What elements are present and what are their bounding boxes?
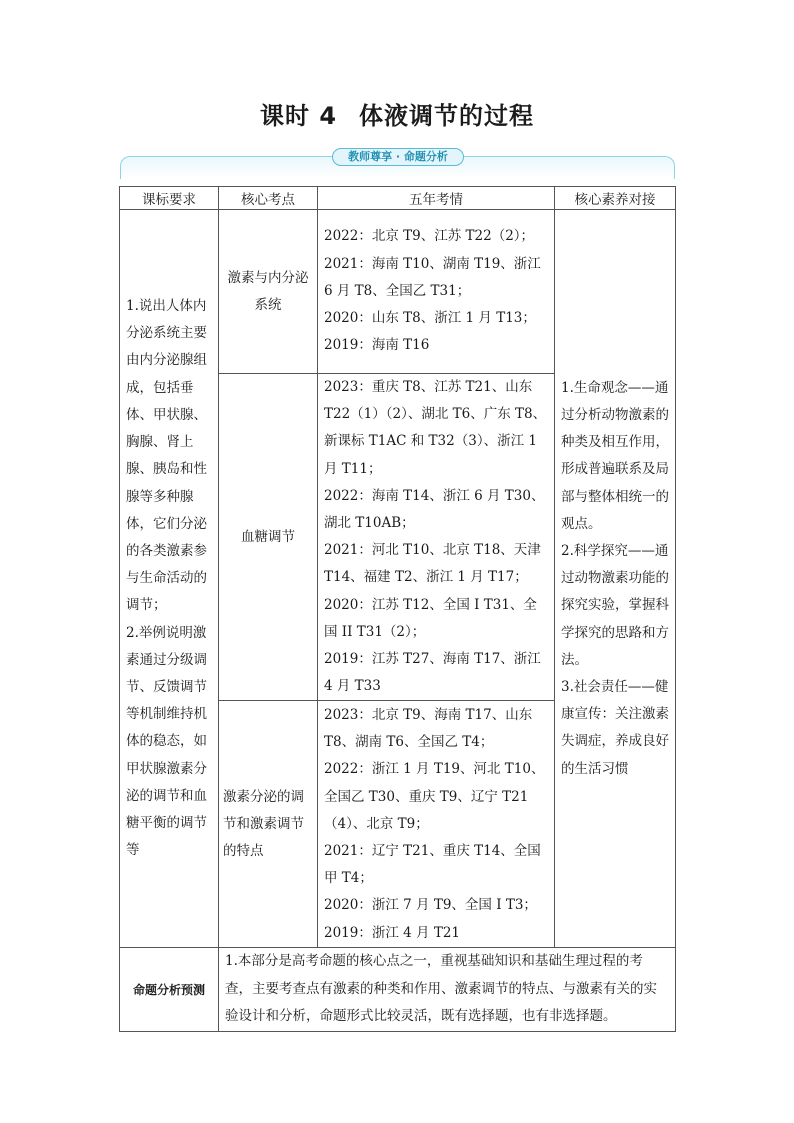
- exam-line: 2020：浙江 7 月 T9、全国 I T3；: [324, 897, 537, 914]
- exam-line: 2021：辽宁 T21、重庆 T14、全国甲 T4；: [324, 843, 541, 887]
- literacy-item: 1.生命观念——通过分析动物激素的种类及相互作用，形成普遍联系及局部与整体相统一的观点。: [561, 379, 669, 532]
- exam-cell: [318, 374, 555, 701]
- table-header-row: [120, 187, 676, 210]
- header-topics: 核心考点: [219, 187, 318, 210]
- literacy-cell: [555, 210, 676, 948]
- header-exams: 五年考情: [318, 187, 555, 210]
- exam-line: 2022：海南 T14、浙江 6 月 T30、湖北 T10AB；: [324, 487, 545, 532]
- lesson-topic: 体液调节的过程: [359, 102, 535, 130]
- requirement-item: 1.说出人体内分泌系统主要由内分泌腺组成，包括垂体、甲状腺、胸腺、肾上腺、胰岛和性腺等多种腺体，它们分泌的各类激素参与生命活动的调节；: [126, 298, 207, 614]
- requirement-item: 2.举例说明激素通过分级调节、反馈调节等机制维持机体的稳态，如甲状腺激素分泌的调节和血糖平衡的调节等: [126, 624, 207, 859]
- exam-line: 2023：北京 T9、海南 T17、山东 T8、湖南 T6、全国乙 T4；: [324, 707, 533, 751]
- prediction-label: 命题分析预测: [120, 948, 219, 1032]
- exam-cell: [318, 701, 555, 948]
- topic-cell: 激素与内分泌系统: [219, 210, 318, 374]
- table-row: [120, 210, 676, 374]
- literacy-item: 3.社会责任——健康宣传：关注激素失调症，养成良好的生活习惯: [561, 678, 669, 777]
- page-title: [0, 96, 794, 131]
- requirements-cell: [120, 210, 219, 948]
- exam-line: 2020：山东 T8、浙江 1 月 T13；: [324, 310, 536, 327]
- exam-line: 2022：浙江 1 月 T19、河北 T10、全国乙 T30、重庆 T9、辽宁 T21（4）、北京 T9；: [324, 761, 545, 832]
- exam-line: 2019：海南 T16: [324, 337, 430, 354]
- exam-line: 2023：重庆 T8、江苏 T21、山东 T22（1）（2）、湖北 T6、广东 T8、新课标 T1AC 和 T32（3）、浙江 1 月 T11；: [324, 379, 547, 477]
- exam-line: 2021：河北 T10、北京 T18、天津 T14、福建 T2、浙江 1 月 T17；: [324, 542, 541, 586]
- exam-line: 2020：江苏 T12、全国 I T31、全国 II T31（2）；: [324, 596, 537, 640]
- exam-line: 2022：北京 T9、江苏 T22（2）；: [324, 228, 535, 245]
- exam-line: 2019：浙江 4 月 T21: [324, 924, 461, 941]
- exam-line: 2021：海南 T10、湖南 T19、浙江 6 月 T8、全国乙 T31；: [324, 255, 541, 299]
- lesson-number: 课时 4: [259, 102, 338, 130]
- topic-cell: 激素分泌的调节和激素调节的特点: [219, 701, 318, 948]
- prediction-text: 1.本部分是高考命题的核心点之一，重视基础知识和基础生理过程的考查，主要考查点有激素的种类和作用、激素调节的特点、与激素有关的实验设计和分析，命题形式比较灵活，既有选择题，也有非选择题。: [219, 948, 676, 1032]
- header-requirements: 课标要求: [120, 187, 219, 210]
- analysis-table: [119, 186, 676, 1032]
- exam-line: 2019：江苏 T27、海南 T17、浙江 4 月 T33: [324, 651, 541, 695]
- header-literacy: 核心素养对接: [555, 187, 676, 210]
- prediction-row: [120, 948, 676, 1032]
- literacy-item: 2.科学探究——通过动物激素功能的探究实验，掌握科学探究的思路和方法。: [561, 542, 669, 668]
- exam-cell: [318, 210, 555, 374]
- banner-label: 教师尊享 · 命题分析: [332, 148, 464, 166]
- topic-cell: 血糖调节: [219, 374, 318, 701]
